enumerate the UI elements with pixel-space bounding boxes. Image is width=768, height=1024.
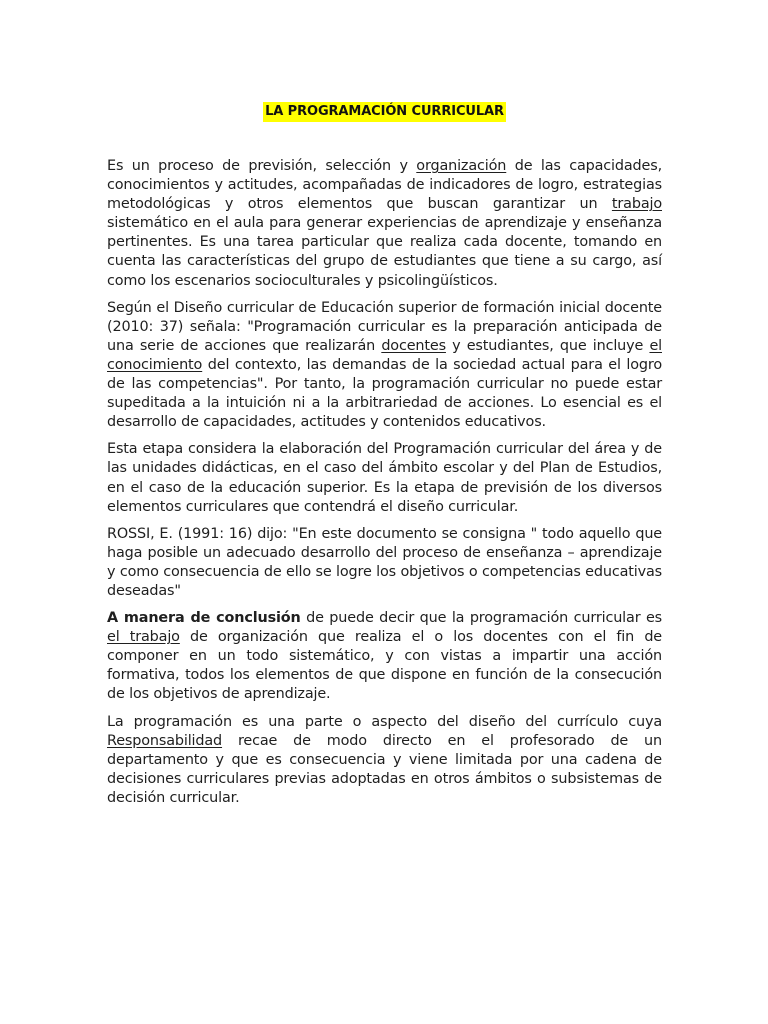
paragraph-rossi-quote (107, 525, 662, 601)
text-span: del contexto, las demandas de la sociedad actual para el logro de las competencias". Por tanto, la programación curricular no puede estar supeditada a la intuición ni a la arbitrariedad de acciones. Lo esencial es el desarrollo de capacidades, actitudes y contenidos educativos. (107, 356, 662, 431)
text-span: recae de modo directo en el profesorado de un departamento y que es consecuencia y viene limitada por una cadena de decisiones curriculares previas adoptadas en otros ámbitos o subsistemas de decisión curricular. (107, 732, 662, 806)
document-page (107, 0, 662, 816)
paragraph-definition (107, 157, 662, 291)
text-span: de las capacidades, conocimientos y actitudes, acompañadas de indicadores de logro, estrategias metodológicas y otros elementos que buscan garantizar un (107, 158, 662, 213)
underlined-term: docentes (381, 337, 446, 354)
paragraph-programacion-parte (107, 713, 662, 808)
document-title: LA PROGRAMACIÓN CURRICULAR (263, 102, 506, 122)
bold-lead: A manera de conclusión (107, 610, 301, 627)
paragraph-conclusion (107, 609, 662, 704)
text-span: Según el Diseño curricular de Educación superior de formación inicial docente (2010: 37) señala: "Programación curricular es la preparación anticipada de una serie de acciones que realizarán (107, 299, 662, 354)
text-span: ROSSI, E. (1991: 16) dijo: "En este documento se consigna " todo aquello que haga posible un adecuado desarrollo del proceso de enseñanza – aprendizaje y como consecuencia de ello se logre los objetivos o competencias educativas deseadas" (107, 525, 662, 599)
paragraph-etapa (107, 440, 662, 516)
text-span: de puede decir que la programación curricular es (300, 610, 662, 627)
text-span: y estudiantes, que incluye (445, 337, 650, 354)
title-container (107, 100, 662, 120)
text-span: de organización que realiza el o los docentes con el fin de componer en un todo sistemático, y con vistas a impartir una acción formativa, todos los elementos de que dispone en función de la consecución de los objetivos de aprendizaje. (107, 629, 663, 703)
underlined-term: el trabajo (107, 629, 180, 646)
text-span: La programación es una parte o aspecto del diseño del currículo cuya (107, 713, 662, 730)
underlined-term: trabajo (611, 196, 662, 213)
text-span: Esta etapa considera la elaboración del Programación curricular del área y de las unidades didácticas, en el caso del ámbito escolar y del Plan de Estudios, en el caso de la educación superior. Es la etapa de previsión de los diversos elementos curriculares que contendrá el diseño curricular. (107, 441, 662, 515)
underlined-term: Responsabilidad (107, 732, 223, 749)
text-span: Es un proceso de previsión, selección y (107, 158, 417, 174)
underlined-term: organización (416, 158, 507, 174)
underlined-term: el conocimiento (107, 337, 662, 373)
paragraph-diseno-curricular (107, 299, 662, 433)
text-span: sistemático en el aula para generar experiencias de aprendizaje y enseñanza pertinentes. Es una tarea particular que realiza cada docente, tomando en cuenta las características del grupo de estudiantes que tiene a su cargo, así como los escenarios socioculturales y psicolingüísticos. (107, 215, 662, 289)
